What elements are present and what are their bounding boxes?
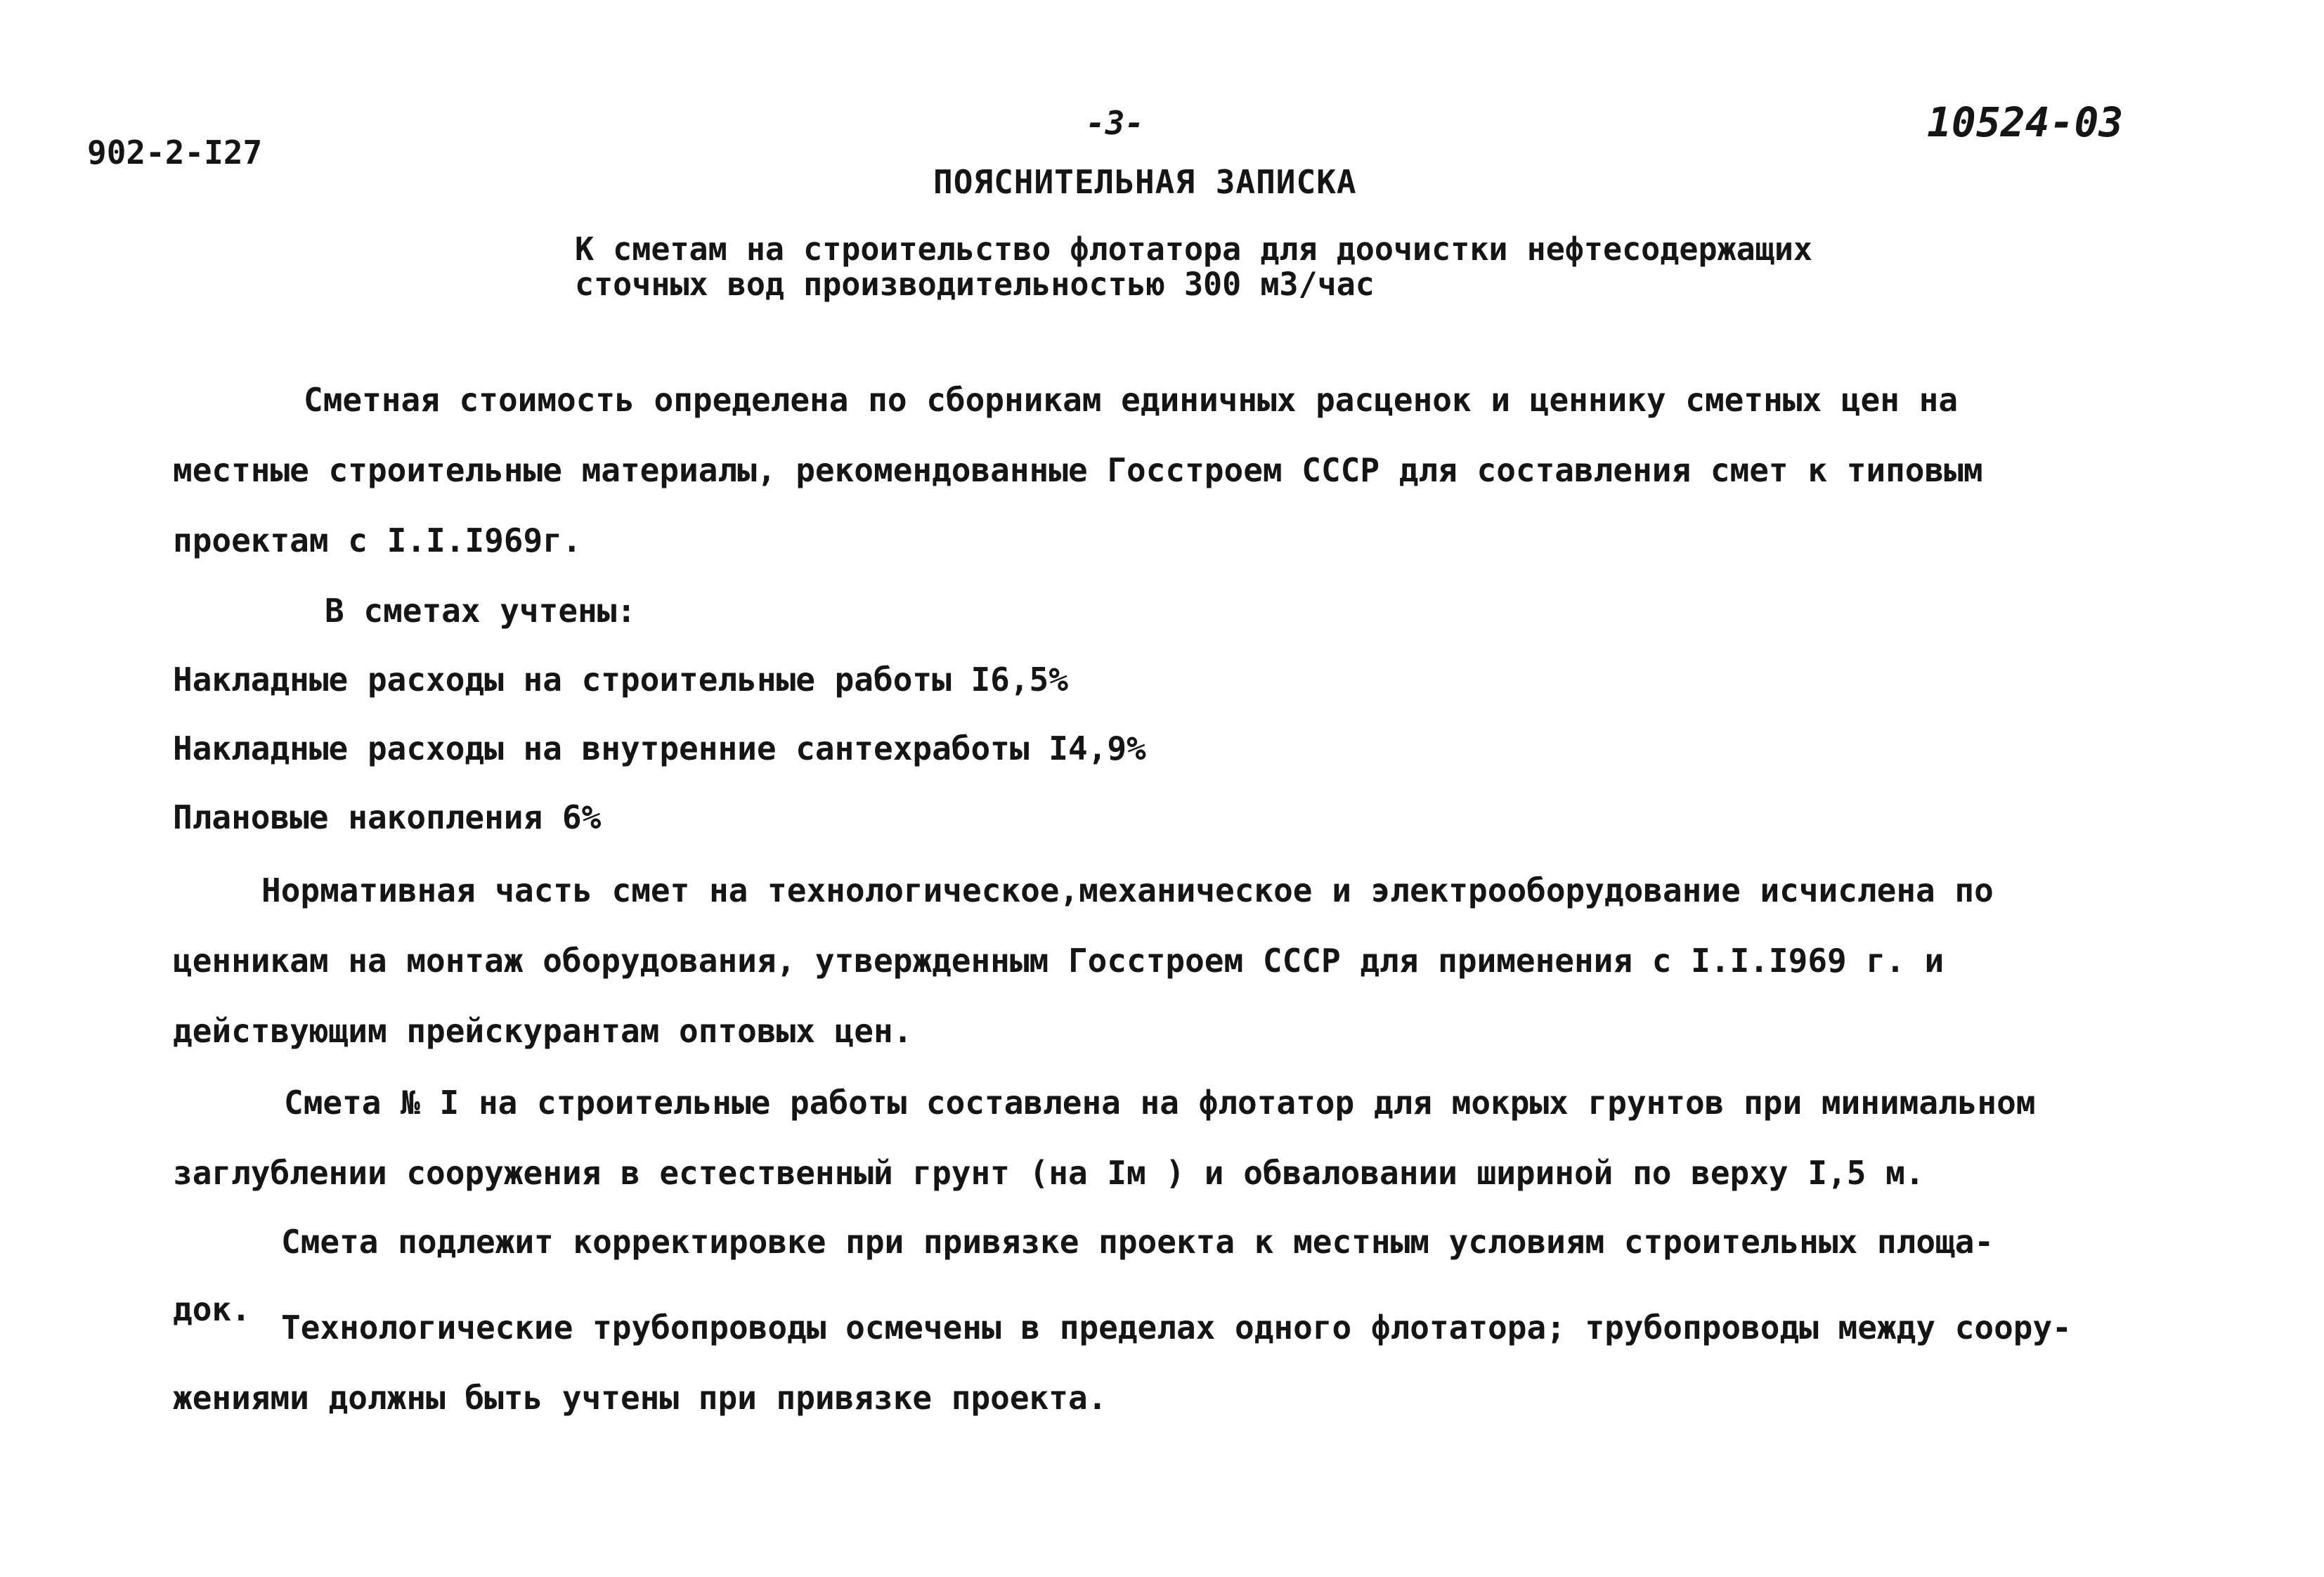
body-line: Технологические трубопроводы осмечены в пределах одного флотатора; трубопроводы между соору-: [281, 1309, 2072, 1346]
subtitle-line-2: сточных вод производительностью 300 м3/час: [575, 266, 1375, 303]
subtitle-line-1: К сметам на строительство флотатора для доочистки нефтесодержащих: [575, 231, 1812, 268]
body-line: Накладные расходы на внутренние сантехработы I4,9%: [173, 729, 1146, 767]
body-line: док.: [173, 1290, 251, 1328]
body-line: жениями должны быть учтены при привязке проекта.: [173, 1379, 1108, 1417]
document-title: ПОЯСНИТЕЛЬНАЯ ЗАПИСКА: [933, 163, 1357, 201]
body-line: Нормативная часть смет на технологическое,механическое и электрооборудование исчислена по: [261, 871, 1994, 909]
body-line: Плановые накопления 6%: [173, 798, 602, 836]
body-line: проектам с I.I.I969г.: [173, 521, 582, 559]
body-line: Смета № I на строительные работы составлена на флотатор для мокрых грунтов при минимальном: [284, 1084, 2036, 1122]
body-line: заглублении сооружения в естественный грунт (на Iм ) и обваловании шириной по верху I,5 м.: [173, 1154, 1925, 1192]
page-number: -3-: [1086, 104, 1145, 142]
document-code: 902-2-I27: [87, 134, 263, 171]
body-line: Накладные расходы на строительные работы I6,5%: [173, 661, 1068, 699]
body-line: действующим прейскурантам оптовых цен.: [173, 1012, 913, 1050]
body-line: Смета подлежит корректировке при привязке проекта к местным условиям строительных площа-: [281, 1223, 1994, 1261]
body-line: Сметная стоимость определена по сборникам единичных расценок и ценнику сметных цен на: [304, 381, 1959, 419]
document-subtitle: [575, 232, 1812, 302]
body-line: ценникам на монтаж оборудования, утвержденным Госстроем СССР для применения с I.I.I969 г. и: [173, 942, 1945, 980]
body-line: местные строительные материалы, рекомендованные Госстроем СССР для составления смет к типовым: [173, 451, 1983, 489]
body-line: В сметах учтены:: [325, 592, 637, 630]
archive-number: 10524-03: [1927, 98, 2124, 146]
